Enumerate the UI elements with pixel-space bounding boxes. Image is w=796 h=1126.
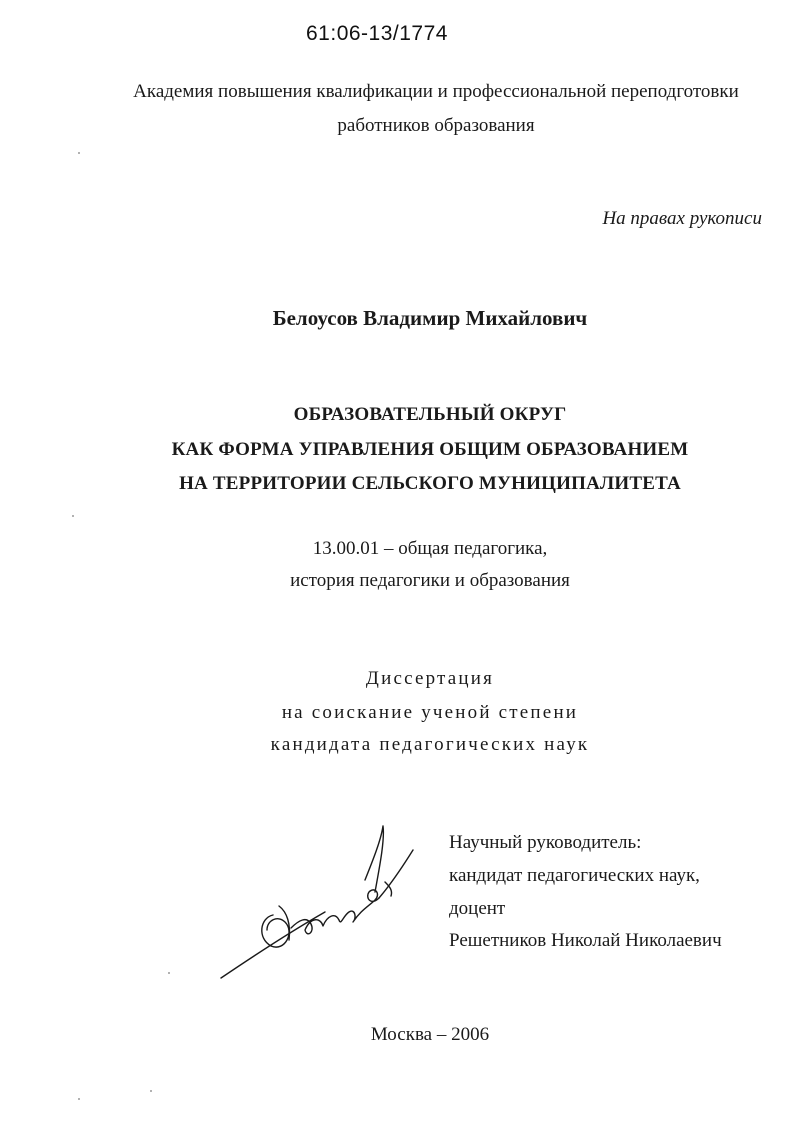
institution-line-2: работников образования — [337, 115, 535, 136]
scan-speck — [150, 1090, 152, 1092]
city-year: Москва – 2006 — [370, 1024, 490, 1045]
supervisor-name: Решетников Николай Николаевич — [449, 930, 722, 951]
supervisor-rank: доцент — [449, 898, 506, 919]
manuscript-rights: На правах рукописи — [602, 208, 762, 229]
handwritten-signature-icon — [215, 820, 425, 985]
scan-speck — [78, 152, 80, 154]
scan-speck — [72, 515, 74, 517]
scan-speck — [78, 1098, 80, 1100]
registration-code: 61:06-13/1774 — [306, 22, 448, 45]
supervisor-degree: кандидат педагогических наук, — [449, 865, 700, 886]
institution-line-1: Академия повышения квалификации и профессиональной переподготовки — [133, 81, 739, 102]
dissertation-line-2: на соискание ученой степени — [281, 702, 579, 723]
title-line-1: ОБРАЗОВАТЕЛЬНЫЙ ОКРУГ — [293, 404, 567, 425]
dissertation-line-1: Диссертация — [365, 668, 495, 689]
scan-speck — [168, 972, 170, 974]
dissertation-line-3: кандидата педагогических наук — [270, 734, 590, 755]
specialty-line-1: 13.00.01 – общая педагогика, — [312, 538, 548, 559]
supervisor-label: Научный руководитель: — [449, 832, 642, 853]
title-line-2: КАК ФОРМА УПРАВЛЕНИЯ ОБЩИМ ОБРАЗОВАНИЕМ — [171, 439, 689, 460]
specialty-line-2: история педагогики и образования — [290, 570, 570, 591]
author-name: Белоусов Владимир Михайлович — [272, 306, 588, 330]
title-line-3: НА ТЕРРИТОРИИ СЕЛЬСКОГО МУНИЦИПАЛИТЕТА — [179, 473, 681, 494]
